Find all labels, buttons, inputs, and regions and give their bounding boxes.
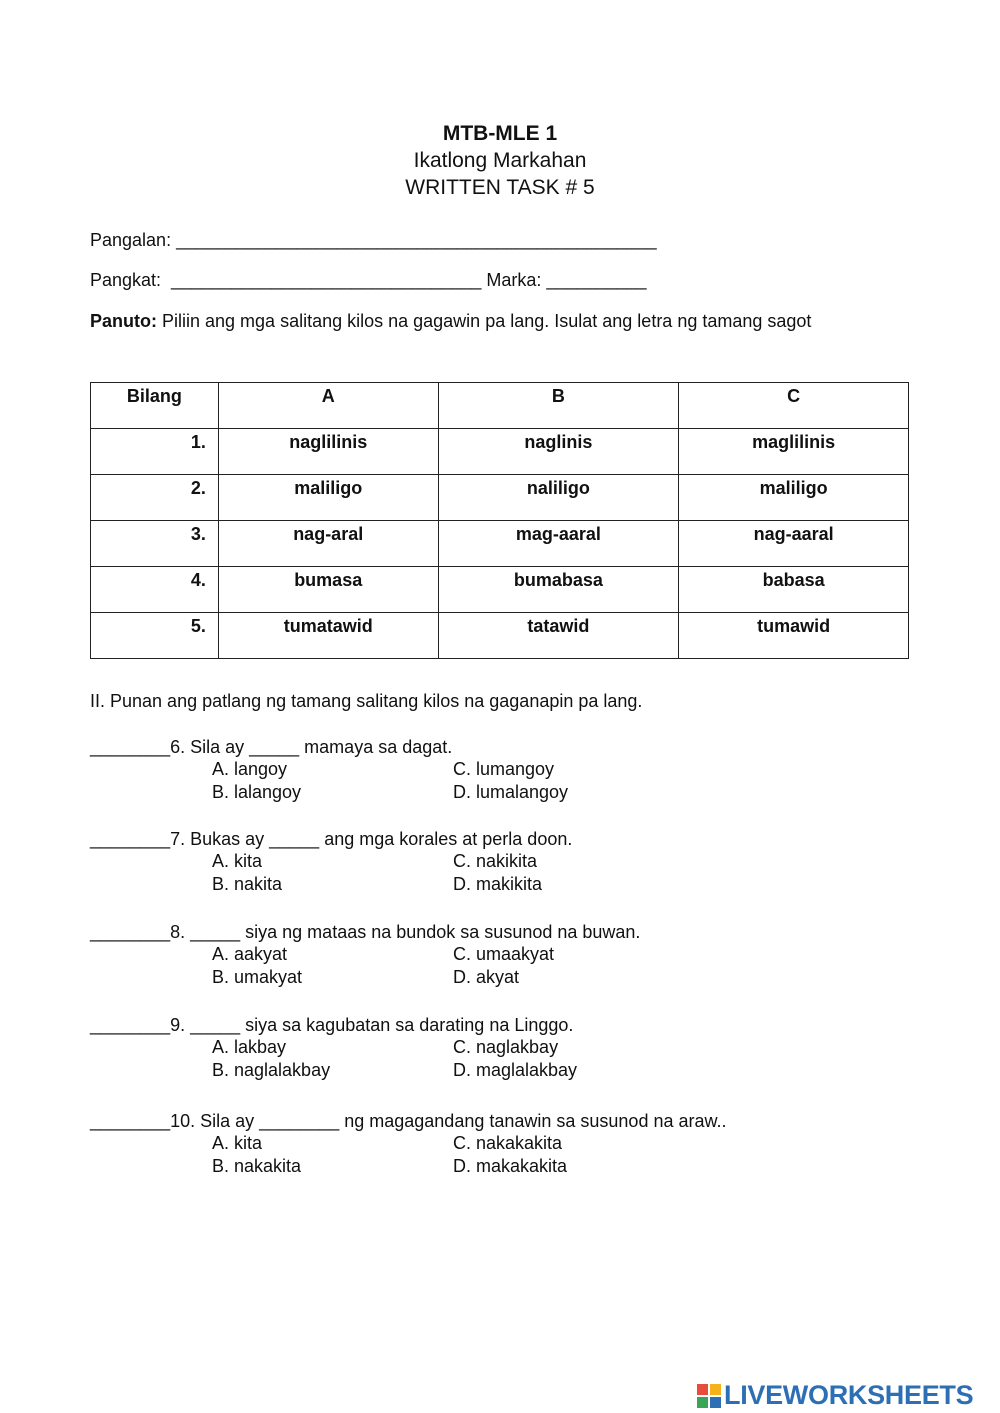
logo-square [710, 1397, 721, 1408]
choice-d[interactable]: D. lumalangoy [453, 782, 569, 802]
choice-c[interactable]: C. lumangoy [453, 759, 555, 779]
question-7 [90, 828, 910, 896]
choice-c[interactable]: C. umaakyat [453, 944, 555, 964]
choice-d[interactable]: D. makikita [453, 874, 543, 894]
header-bilang: Bilang [91, 383, 219, 429]
task-title: WRITTEN TASK # 5 [405, 176, 595, 199]
header-b: B [438, 383, 679, 429]
group-score-field[interactable]: Pangkat: _______________________________ Marka: __________ [90, 270, 647, 290]
answer-table [90, 382, 909, 659]
logo-text: LIVEWORKSHEETS [724, 1380, 974, 1410]
subject-title: MTB-MLE 1 [442, 122, 558, 145]
choice-d[interactable]: D. maglalakbay [453, 1060, 578, 1080]
option-b-cell[interactable]: bumabasa [438, 567, 679, 613]
choice-a[interactable]: A. kita [212, 851, 263, 871]
option-a-cell[interactable]: nag-aral [218, 521, 438, 567]
question-stem[interactable]: ________6. Sila ay _____ mamaya sa dagat. [90, 737, 453, 757]
instructions [90, 310, 811, 332]
option-a-cell[interactable]: tumatawid [218, 613, 438, 659]
choice-a[interactable]: A. langoy [212, 759, 288, 779]
choice-c[interactable]: C. naglakbay [453, 1037, 559, 1057]
choice-b[interactable]: B. nakita [212, 874, 283, 894]
option-b-cell[interactable]: tatawid [438, 613, 679, 659]
option-c-cell[interactable]: nag-aaral [679, 521, 909, 567]
choice-b[interactable]: B. naglalakbay [212, 1060, 331, 1080]
worksheet-header [0, 120, 1000, 201]
logo-square [697, 1384, 708, 1395]
option-a-cell[interactable]: maliligo [218, 475, 438, 521]
row-number: 1. [91, 429, 219, 475]
choice-c[interactable]: C. nakikita [453, 851, 538, 871]
option-c-cell[interactable]: babasa [679, 567, 909, 613]
question-stem[interactable]: ________7. Bukas ay _____ ang mga korales at perla doon. [90, 829, 573, 849]
choice-a[interactable]: A. aakyat [212, 944, 288, 964]
choice-a[interactable]: A. kita [212, 1133, 263, 1153]
question-6 [90, 736, 910, 804]
table-row [91, 429, 909, 475]
option-c-cell[interactable]: maglilinis [679, 429, 909, 475]
instructions-text: Piliin ang mga salitang kilos na gagawin pa lang. Isulat ang letra ng tamang sagot [157, 311, 812, 331]
row-number: 2. [91, 475, 219, 521]
table-row [91, 567, 909, 613]
table-row [91, 613, 909, 659]
question-stem[interactable]: ________9. _____ siya sa kagubatan sa darating na Linggo. [90, 1015, 574, 1035]
choices [212, 850, 910, 896]
header-c: C [679, 383, 909, 429]
option-c-cell[interactable]: tumawid [679, 613, 909, 659]
option-c-cell[interactable]: maliligo [679, 475, 909, 521]
choice-a[interactable]: A. lakbay [212, 1037, 287, 1057]
table-row [91, 475, 909, 521]
quarter-title: Ikatlong Markahan [413, 149, 587, 172]
choice-b[interactable]: B. lalangoy [212, 782, 302, 802]
section-two-heading: II. Punan ang patlang ng tamang salitang kilos na gaganapin pa lang. [90, 691, 643, 711]
liveworksheets-logo[interactable] [697, 1380, 973, 1411]
question-10 [90, 1110, 910, 1178]
table-header-row [91, 383, 909, 429]
option-b-cell[interactable]: naglinis [438, 429, 679, 475]
table-row [91, 521, 909, 567]
logo-square [697, 1397, 708, 1408]
choices [212, 758, 910, 804]
choices [212, 943, 910, 989]
instructions-label: Panuto: [90, 311, 157, 331]
row-number: 4. [91, 567, 219, 613]
option-b-cell[interactable]: mag-aaral [438, 521, 679, 567]
logo-squares-icon [697, 1384, 721, 1408]
question-9 [90, 1014, 910, 1082]
choice-d[interactable]: D. akyat [453, 967, 520, 987]
choice-d[interactable]: D. makakakita [453, 1156, 568, 1176]
option-b-cell[interactable]: naliligo [438, 475, 679, 521]
logo-square [710, 1384, 721, 1395]
option-a-cell[interactable]: naglilinis [218, 429, 438, 475]
choice-b[interactable]: B. umakyat [212, 967, 303, 987]
row-number: 5. [91, 613, 219, 659]
question-stem[interactable]: ________10. Sila ay ________ ng magagandang tanawin sa susunod na araw.. [90, 1111, 727, 1131]
choice-b[interactable]: B. nakakita [212, 1156, 302, 1176]
choices [212, 1036, 910, 1082]
choices [212, 1132, 910, 1178]
option-a-cell[interactable]: bumasa [218, 567, 438, 613]
choice-c[interactable]: C. nakakakita [453, 1133, 563, 1153]
header-a: A [218, 383, 438, 429]
name-field[interactable]: Pangalan: ________________________________________________ [90, 230, 657, 250]
row-number: 3. [91, 521, 219, 567]
question-stem[interactable]: ________8. _____ siya ng mataas na bundok sa susunod na buwan. [90, 922, 641, 942]
question-8 [90, 921, 910, 989]
